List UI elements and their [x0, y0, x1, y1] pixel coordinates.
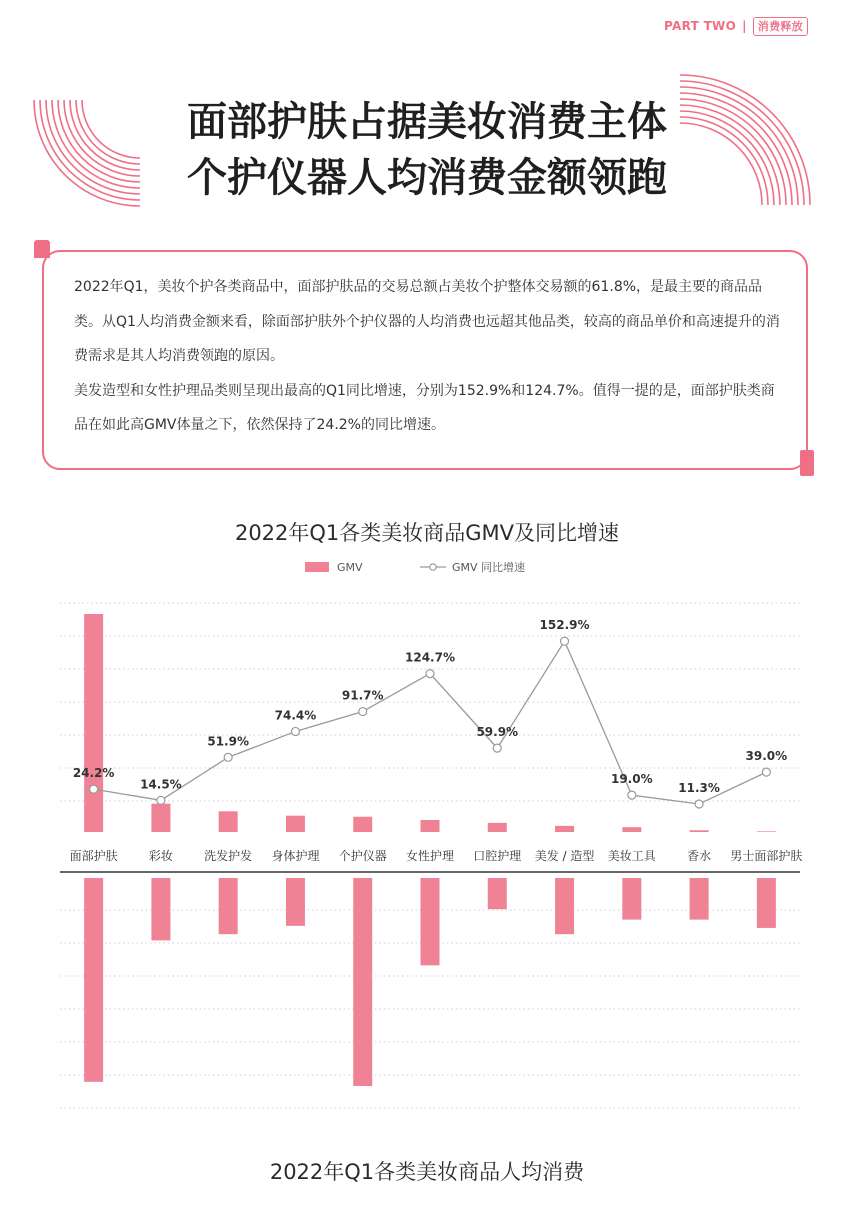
- per-capita-bar: [555, 878, 574, 934]
- per-capita-bar: [286, 878, 305, 926]
- category-label: 面部护肤: [69, 849, 118, 863]
- gmv-bar: [690, 830, 709, 832]
- growth-data-label: 24.2%: [72, 766, 115, 781]
- growth-data-label: 14.5%: [140, 777, 182, 792]
- growth-point: [493, 744, 501, 752]
- growth-point: [628, 791, 636, 799]
- growth-point: [695, 800, 703, 808]
- growth-point: [291, 727, 299, 735]
- growth-line: [94, 641, 767, 804]
- gmv-bar: [488, 823, 507, 832]
- per-capita-bar: [151, 878, 170, 940]
- category-label: 口腔护理: [473, 849, 522, 863]
- growth-data-label: 91.7%: [341, 688, 384, 703]
- legend-growth-label: GMV 同比增速: [452, 561, 526, 574]
- per-capita-bar: [757, 878, 776, 928]
- growth-data-label: 59.9%: [476, 725, 519, 740]
- summary-text: [74, 270, 784, 443]
- gmv-bar: [151, 804, 170, 832]
- chart2-title: 2022年Q1各类美妆商品人均消费: [269, 1160, 585, 1184]
- growth-point: [762, 768, 770, 776]
- chart1-title: 2022年Q1各类美妆商品GMV及同比增速: [234, 521, 620, 545]
- growth-data-label: 124.7%: [405, 650, 455, 665]
- paragraph-1: 2022年Q1，美妆个护各类商品中，面部护肤品的交易总额占美妆个护整体交易额的61.8%，是最主要的商品品类。从Q1人均消费金额来看，除面部护肤外个护仪器的人均消费也远超其他品类，较高的商品单价和高速提升的消费需求是其人均消费领跑的原因。: [74, 279, 780, 364]
- growth-data-label: 11.3%: [678, 781, 720, 796]
- per-capita-bar: [690, 878, 709, 920]
- gmv-bar: [353, 817, 372, 832]
- growth-point: [561, 637, 569, 645]
- per-capita-bar: [421, 878, 440, 965]
- legend-gmv-label: GMV: [337, 561, 363, 574]
- per-capita-bar: [622, 878, 641, 920]
- page-header: [664, 18, 808, 34]
- per-capita-bar: [353, 878, 372, 1086]
- growth-point: [157, 796, 165, 804]
- legend-gmv-swatch: [305, 562, 329, 572]
- gmv-bar: [622, 827, 641, 832]
- gmv-bar: [421, 820, 440, 832]
- growth-data-label: 39.0%: [745, 749, 788, 764]
- title-line-1: 面部护肤占据美妆消费主体: [187, 99, 667, 145]
- paragraph-2: 美发造型和女性护理品类则呈现出最高的Q1同比增速，分别为152.9%和124.7%。值得一提的是，面部护肤类商品在如此高GMV体量之下，依然保持了24.2%的同比增速。: [74, 382, 775, 433]
- category-label: 男士面部护肤: [730, 849, 803, 863]
- category-label: 女性护理: [405, 849, 455, 863]
- part-label: PART TWO: [664, 19, 737, 33]
- category-label: 洗发护发: [204, 849, 253, 863]
- growth-data-label: 19.0%: [610, 772, 653, 787]
- growth-point: [224, 753, 232, 761]
- box-side-decoration: [800, 450, 814, 476]
- growth-point: [359, 708, 367, 716]
- category-label: 个护仪器: [338, 849, 387, 863]
- legend-growth-marker: [430, 564, 436, 570]
- gmv-bar: [286, 816, 305, 832]
- growth-point: [426, 670, 434, 678]
- per-capita-bar: [219, 878, 238, 934]
- gmv-bar: [757, 831, 776, 832]
- gmv-bar: [84, 614, 103, 832]
- section-tag: 消费释放: [753, 17, 808, 36]
- growth-data-label: 152.9%: [539, 618, 590, 633]
- per-capita-bar: [488, 878, 507, 909]
- gmv-bar: [555, 826, 574, 832]
- growth-point: [90, 785, 98, 793]
- category-label: 香水: [687, 849, 712, 863]
- page-title: [0, 94, 854, 206]
- category-label: 美发 / 造型: [534, 849, 595, 863]
- gmv-bar: [219, 811, 238, 832]
- growth-data-label: 51.9%: [207, 734, 250, 749]
- growth-data-label: 74.4%: [274, 708, 317, 723]
- category-label: 美妆工具: [607, 849, 656, 863]
- per-capita-bar: [84, 878, 103, 1082]
- title-line-2: 个护仪器人均消费金额领跑: [187, 155, 667, 201]
- category-label: 彩妆: [148, 849, 173, 863]
- gmv-chart: [0, 500, 854, 1130]
- header-separator: |: [742, 19, 747, 33]
- category-label: 身体护理: [271, 849, 320, 863]
